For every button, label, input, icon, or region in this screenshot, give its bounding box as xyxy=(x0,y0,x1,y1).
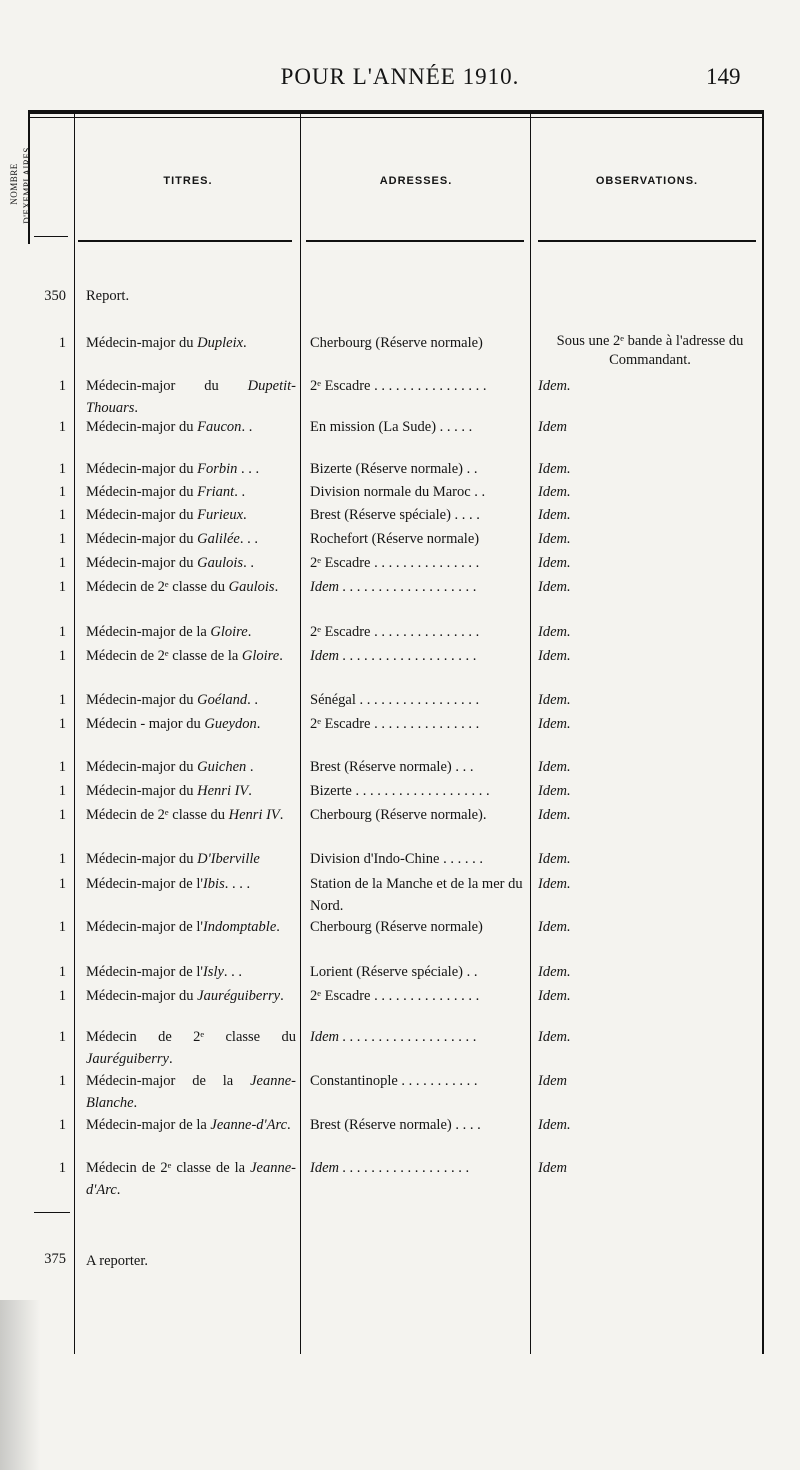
entry-title-suffix: . xyxy=(274,579,279,595)
entry-count: 1 xyxy=(58,1160,66,1176)
entry-ship-name: Gaulois xyxy=(197,555,244,571)
entry-title-suffix: . xyxy=(134,400,138,416)
header-underline-count xyxy=(34,236,68,237)
entry-count: 1 xyxy=(58,876,66,892)
entry-ship-name: Jauréguiberry xyxy=(86,1051,169,1067)
entry-title-text: Médecin-major de la xyxy=(86,624,211,640)
entry-title-suffix: . . xyxy=(234,484,246,500)
header-titles: TITRES. xyxy=(163,175,213,187)
entry-address: 2ᵉ Escadre . . . . . . . . . . . . . . . . xyxy=(310,378,487,394)
entry-title-suffix: . xyxy=(246,759,254,775)
entry-address: Brest (Réserve spéciale) . . . . xyxy=(310,507,480,523)
header-underline-titles xyxy=(78,240,292,242)
entry-observation: Idem. xyxy=(538,555,571,571)
entry-title-suffix: . xyxy=(279,807,284,823)
entry-observation: Idem. xyxy=(538,964,571,980)
col-rule-right xyxy=(762,114,764,1354)
entry-title-text: Médecin-major du xyxy=(86,461,198,477)
total-label: A reporter. xyxy=(86,1253,149,1269)
entry-count: 1 xyxy=(58,531,66,547)
entry-title-suffix: . . xyxy=(243,555,254,571)
entry-address: Station de la Manche et de la mer du Nord. xyxy=(310,876,523,914)
entry-count: 1 xyxy=(58,1029,66,1045)
entry-title-text: Médecin-major du xyxy=(86,484,198,500)
entry-title-text: Médecin-major du xyxy=(86,507,198,523)
entry-title-suffix: . xyxy=(116,1182,121,1198)
entry-title-suffix: . xyxy=(243,335,247,351)
entry-ship-name: Gloire xyxy=(241,648,280,664)
entry-count: 1 xyxy=(58,1073,66,1089)
entry-observation: Sous une 2ᵉ bande à l'adresse du Commandant. xyxy=(556,333,744,368)
entry-observation: Idem. xyxy=(538,648,571,664)
entry-observation: Idem. xyxy=(538,716,571,732)
entry-title xyxy=(86,1070,296,1114)
entry-ship-name: Dupleix xyxy=(197,335,244,351)
header-count-line2: D'EXEMPLAIRES. xyxy=(22,144,32,224)
entry-count: 1 xyxy=(58,759,66,775)
entry-title-suffix: . xyxy=(256,716,261,732)
entry-observation: Idem. xyxy=(538,378,571,394)
entry-ship-name: Friant xyxy=(197,484,235,500)
entry-ship-name: Jeanne-d'Arc xyxy=(210,1117,288,1133)
page-edge-shadow xyxy=(0,1300,40,1470)
entry-address: 2ᵉ Escadre . . . . . . . . . . . . . . . xyxy=(310,988,480,1004)
entry-count: 1 xyxy=(58,919,66,935)
header-count-line1: NOMBRE xyxy=(9,163,19,205)
entry-count: 1 xyxy=(58,335,66,351)
entry-ship-name: Isly xyxy=(202,964,224,980)
entry-observation: Idem. xyxy=(538,988,571,1004)
entry-ship-name: Furieux xyxy=(197,507,244,523)
entry-count: 1 xyxy=(58,419,66,435)
entry-title xyxy=(86,552,296,574)
entry-address: Lorient (Réserve spéciale) . . xyxy=(310,964,478,980)
entry-title-text: Médecin-major du xyxy=(86,378,248,394)
entry-title-text: Médecin de 2ᵉ classe du xyxy=(86,807,229,823)
entry-count: 1 xyxy=(58,555,66,571)
entry-title xyxy=(86,645,296,667)
entry-observation: Idem. xyxy=(538,759,571,775)
entry-title-suffix: . xyxy=(243,507,247,523)
entry-ship-name: Ibis xyxy=(202,876,225,892)
col-rule-titles xyxy=(300,114,301,1354)
entry-title-suffix: . . . xyxy=(223,964,243,980)
entry-title-text: Médecin-major du xyxy=(86,419,198,435)
entry-title-suffix: . xyxy=(287,1117,291,1133)
entry-title xyxy=(86,1157,296,1201)
entry-count: 1 xyxy=(58,692,66,708)
entry-title xyxy=(86,458,296,480)
top-rule-thin xyxy=(28,117,764,118)
entry-title xyxy=(86,504,296,526)
entry-observation: Idem. xyxy=(538,484,571,500)
entry-observation: Idem. xyxy=(538,461,571,477)
entry-title xyxy=(86,780,296,802)
entry-address: Bizerte (Réserve normale) . . xyxy=(310,461,478,477)
entry-title-suffix: . . . xyxy=(239,531,258,547)
header-underline-observations xyxy=(538,240,756,242)
entry-address: Sénégal . . . . . . . . . . . . . . . . . xyxy=(310,692,480,708)
entry-address: Idem . . . . . . . . . . . . . . . . . . xyxy=(310,1160,470,1176)
entry-count: 1 xyxy=(58,461,66,477)
entry-title-suffix: . xyxy=(247,624,252,640)
report-count: 350 xyxy=(44,288,66,304)
entry-title-text: Médecin de 2ᵉ classe de la xyxy=(86,648,242,664)
entry-title xyxy=(86,713,296,735)
entry-count: 1 xyxy=(58,579,66,595)
entry-address: Idem . . . . . . . . . . . . . . . . . . . xyxy=(310,1029,477,1045)
entry-count: 1 xyxy=(58,624,66,640)
entry-ship-name: Jauréguiberry xyxy=(197,988,281,1004)
entry-title xyxy=(86,621,296,643)
entry-count: 1 xyxy=(58,1117,66,1133)
entry-title-suffix: . . xyxy=(241,419,253,435)
entry-count: 1 xyxy=(58,648,66,664)
entry-title-text: Médecin de 2ᵉ classe du xyxy=(86,579,229,595)
top-rule-thick xyxy=(28,110,764,114)
entry-ship-name: Faucon xyxy=(197,419,242,435)
entry-ship-name: Gueydon xyxy=(204,716,257,732)
entry-title xyxy=(86,375,296,419)
entry-title-suffix: . xyxy=(280,988,284,1004)
entry-address: 2ᵉ Escadre . . . . . . . . . . . . . . . xyxy=(310,716,480,732)
entry-title xyxy=(86,985,296,1007)
report-label: Report. xyxy=(86,288,130,304)
entry-title-text: Médecin-major du xyxy=(86,555,198,571)
entry-title-suffix: . xyxy=(168,1051,173,1067)
entry-address: Brest (Réserve normale) . . . . xyxy=(310,1117,481,1133)
entry-address: 2ᵉ Escadre . . . . . . . . . . . . . . . xyxy=(310,555,480,571)
entry-title-suffix: . xyxy=(133,1095,138,1111)
entry-title-text: Médecin-major de l' xyxy=(86,964,203,980)
entry-address: Bizerte . . . . . . . . . . . . . . . . . . . xyxy=(310,783,490,799)
entry-title-text: Médecin-major du xyxy=(86,692,198,708)
entry-ship-name: Indomptable xyxy=(202,919,277,935)
entry-address: 2ᵉ Escadre . . . . . . . . . . . . . . . xyxy=(310,624,480,640)
entry-title xyxy=(86,481,296,503)
entry-count: 1 xyxy=(58,988,66,1004)
header-count xyxy=(8,132,68,236)
entry-title xyxy=(86,528,296,550)
entry-title-text: Médecin-major de la xyxy=(86,1117,211,1133)
entry-title xyxy=(86,873,296,895)
entry-observation: Idem xyxy=(538,1073,567,1089)
entry-address: Constantinople . . . . . . . . . . . xyxy=(310,1073,478,1089)
entry-observation: Idem. xyxy=(538,1117,571,1133)
entry-title-text: Médecin-major du xyxy=(86,335,198,351)
entry-observation: Idem. xyxy=(538,783,571,799)
entry-title-suffix: . . xyxy=(247,692,258,708)
entry-count: 1 xyxy=(58,964,66,980)
entry-observation: Idem. xyxy=(538,579,571,595)
entry-address: Division normale du Maroc . . xyxy=(310,484,486,500)
entry-observation: Idem. xyxy=(538,692,571,708)
total-count: 375 xyxy=(44,1251,66,1267)
entry-ship-name: Henri IV xyxy=(197,783,249,799)
entry-address: En mission (La Sude) . . . . . xyxy=(310,419,473,435)
entry-title xyxy=(86,416,296,438)
entry-ship-name: Jeanne-d'Arc xyxy=(86,1160,296,1198)
entry-observation: Idem. xyxy=(538,624,571,640)
entry-title-suffix: . . . . xyxy=(224,876,251,892)
col-rule-addresses xyxy=(530,114,531,1354)
entry-observation: Idem. xyxy=(538,507,571,523)
entry-ship-name: D'Iberville xyxy=(197,851,260,867)
entry-count: 1 xyxy=(58,507,66,523)
entry-title-suffix: . xyxy=(279,648,283,664)
entry-title-text: Médecin de 2ᵉ classe du xyxy=(86,1029,296,1045)
entry-title-text: Médecin-major du xyxy=(86,783,198,799)
entry-address: Cherbourg (Réserve normale). xyxy=(310,807,487,823)
entry-title xyxy=(86,1026,296,1070)
entry-observation: Idem. xyxy=(538,1029,571,1045)
header-underline-addresses xyxy=(306,240,524,242)
entry-count: 1 xyxy=(58,807,66,823)
entry-title xyxy=(86,576,296,598)
entry-title-suffix: . xyxy=(248,783,252,799)
entry-title-text: Médecin - major du xyxy=(86,716,205,732)
entry-title-suffix: . . . xyxy=(237,461,260,477)
entry-title xyxy=(86,1114,296,1136)
header-addresses: ADRESSES. xyxy=(379,175,453,187)
entry-ship-name: Jeanne-Blanche xyxy=(86,1073,296,1111)
entry-title-text: Médecin-major du xyxy=(86,759,198,775)
entry-count: 1 xyxy=(58,716,66,732)
entry-title-text: Médecin-major du xyxy=(86,988,198,1004)
entry-title xyxy=(86,916,296,938)
entry-title xyxy=(86,848,296,870)
entry-ship-name: Guichen xyxy=(197,759,247,775)
entry-count: 1 xyxy=(58,851,66,867)
total-rule xyxy=(34,1212,70,1213)
running-head-title: POUR L'ANNÉE 1910. xyxy=(280,64,520,89)
entry-ship-name: Dupetit-Thouars xyxy=(86,378,296,416)
entry-ship-name: Goéland xyxy=(197,692,248,708)
entry-address: Division d'Indo-Chine . . . . . . xyxy=(310,851,483,867)
entry-address: Cherbourg (Réserve normale) xyxy=(310,919,483,935)
entry-observation: Idem xyxy=(538,1160,567,1176)
entry-title xyxy=(86,961,296,983)
entry-title-suffix: . xyxy=(276,919,280,935)
page-number: 149 xyxy=(706,64,741,89)
entry-observation: Idem. xyxy=(538,851,571,867)
col-rule-count xyxy=(74,114,75,1354)
entry-count: 1 xyxy=(58,783,66,799)
entry-observation: Idem. xyxy=(538,919,571,935)
entry-title xyxy=(86,804,296,826)
entry-title xyxy=(86,689,296,711)
entry-address: Idem . . . . . . . . . . . . . . . . . . . xyxy=(310,648,477,664)
entry-address: Brest (Réserve normale) . . . xyxy=(310,759,474,775)
entry-title-text: Médecin de 2ᵉ classe de la xyxy=(86,1160,251,1176)
entry-ship-name: Henri IV xyxy=(228,807,280,823)
entry-count: 1 xyxy=(58,484,66,500)
entry-title-text: Médecin-major de la xyxy=(86,1073,251,1089)
entry-address: Cherbourg (Réserve normale) xyxy=(310,335,483,351)
entry-observation: Idem xyxy=(538,419,567,435)
entry-ship-name: Forbin xyxy=(197,461,238,477)
entry-address: Idem . . . . . . . . . . . . . . . . . . . xyxy=(310,579,477,595)
entry-observation: Idem. xyxy=(538,876,571,892)
entry-title-text: Médecin-major de l' xyxy=(86,919,203,935)
entry-title-text: Médecin-major de l' xyxy=(86,876,203,892)
entry-observation: Idem. xyxy=(538,531,571,547)
entry-title-text: Médecin-major du xyxy=(86,851,198,867)
entry-ship-name: Gloire xyxy=(210,624,248,640)
entry-count: 1 xyxy=(58,378,66,394)
entry-title xyxy=(86,332,296,354)
entry-title xyxy=(86,756,296,778)
entry-ship-name: Galilée xyxy=(197,531,240,547)
entry-ship-name: Gaulois xyxy=(228,579,275,595)
entry-title-text: Médecin-major du xyxy=(86,531,198,547)
entry-observation: Idem. xyxy=(538,807,571,823)
header-observations: OBSERVATIONS. xyxy=(595,175,699,187)
entry-address: Rochefort (Réserve normale) xyxy=(310,531,480,547)
